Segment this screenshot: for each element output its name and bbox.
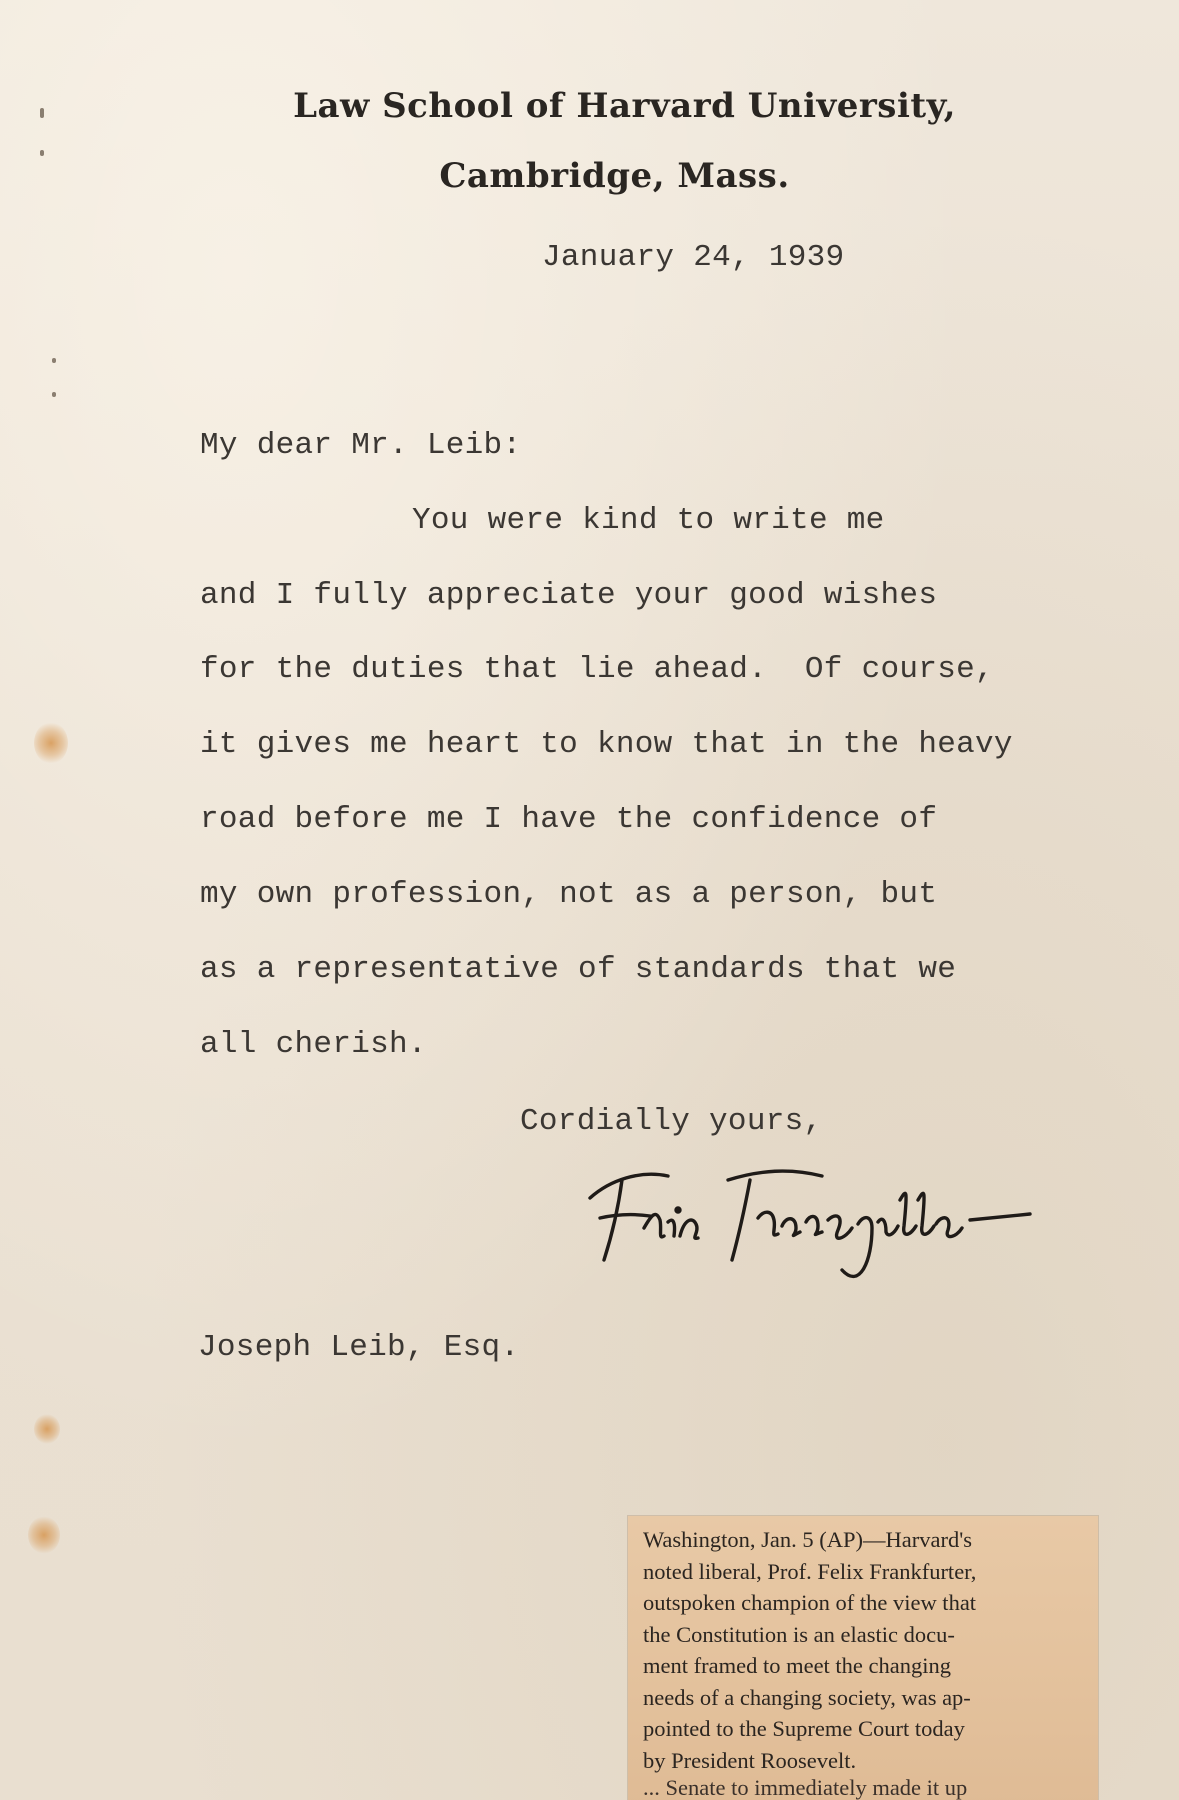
- clipping-line: ment framed to meet the changing: [643, 1653, 952, 1678]
- salutation: My dear Mr. Leib:: [200, 428, 522, 463]
- handwritten-signature: [560, 1140, 1120, 1280]
- clipping-cut-line: ... Senate to immediately made it up: [643, 1775, 968, 1800]
- binding-mark: [52, 392, 56, 397]
- clipping-line: by President Roosevelt.: [643, 1747, 857, 1773]
- body-line: and I fully appreciate your good wishes: [200, 578, 938, 613]
- letterhead-institution: Law School of Harvard University,: [293, 86, 956, 126]
- newspaper-clipping: [628, 1516, 1098, 1800]
- clipping-line: outspoken champion of the view that: [643, 1590, 977, 1615]
- body-line: all cherish.: [200, 1027, 427, 1062]
- clipping-line: pointed to the Supreme Court today: [643, 1716, 965, 1741]
- clipping-line: noted liberal, Prof. Felix Frankfurter,: [643, 1558, 977, 1584]
- body-line: as a representative of standards that we: [200, 952, 957, 987]
- rust-stain: [34, 1414, 60, 1444]
- letter-date: January 24, 1939: [542, 240, 845, 275]
- body-line: it gives me heart to know that in the heavy: [200, 727, 1013, 762]
- letterhead-location: Cambridge, Mass.: [439, 156, 790, 196]
- body-line: my own profession, not as a person, but: [200, 877, 938, 912]
- clipping-line: Washington, Jan. 5 (AP)—Harvard's: [643, 1527, 973, 1552]
- binding-mark: [52, 358, 56, 363]
- body-line: for the duties that lie ahead. Of course,: [200, 652, 994, 687]
- clipping-line: needs of a changing society, was ap-: [643, 1684, 971, 1710]
- clipping-line: the Constitution is an elastic docu-: [643, 1621, 955, 1647]
- closing: Cordially yours,: [520, 1104, 823, 1139]
- body-line: You were kind to write me: [412, 503, 885, 538]
- rust-stain: [28, 1516, 60, 1554]
- recipient-name: Joseph Leib, Esq.: [198, 1330, 520, 1365]
- body-line: road before me I have the confidence of: [200, 802, 938, 837]
- rust-stain: [34, 722, 68, 764]
